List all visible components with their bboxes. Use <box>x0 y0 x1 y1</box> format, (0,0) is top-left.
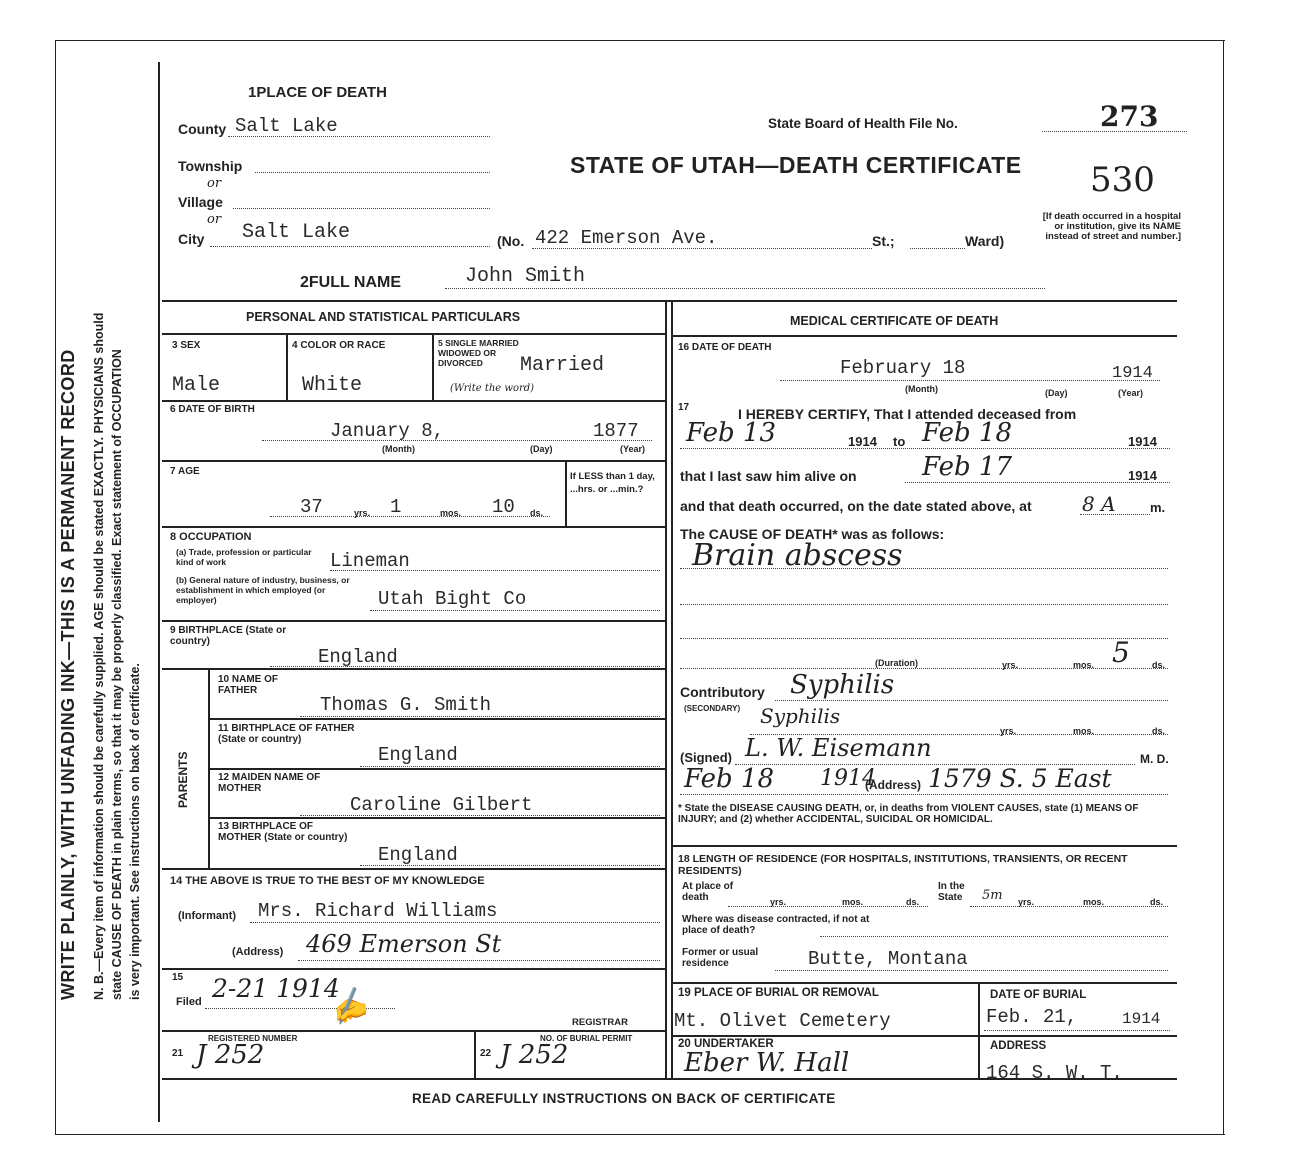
left-rule-9 <box>208 817 665 819</box>
contributory-line <box>775 700 1168 701</box>
outer-right-border <box>1223 40 1224 1135</box>
sex-value: Male <box>172 374 221 397</box>
registrar-signature: ✍ <box>324 984 373 1031</box>
outer-bottom-border <box>55 1134 1225 1135</box>
county-label: County <box>178 121 227 137</box>
contracted-label: Where was disease contracted, if not at place of death? <box>682 914 870 936</box>
file-number-value: 273 <box>1100 100 1159 133</box>
age-days-value: 10 <box>492 496 515 518</box>
certify-text: I HEREBY CERTIFY, That I attended deceased from <box>738 406 1077 422</box>
father-name-label: 10 NAME OF FATHER <box>218 674 279 696</box>
right-rule-2 <box>671 845 1177 847</box>
cause-footnote: * State the DISEASE CAUSING DEATH, or, in deaths from VIOLENT CAUSES, state (1) MEANS OF INJURY; and (2) whether ACCIDENTAL, SUICIDAL OR HOMICIDAL. <box>678 803 1139 825</box>
burial-place-value: Mt. Olivet Cemetery <box>674 1010 891 1032</box>
dod-day-caption: (Day) <box>1045 388 1068 398</box>
center-divider <box>665 300 667 1080</box>
duration-months-value: 5 <box>1112 636 1130 669</box>
personal-section-title: PERSONAL AND STATISTICAL PARTICULARS <box>246 310 521 324</box>
or-text-2: or <box>207 212 222 227</box>
certify-number: 17 <box>678 402 690 413</box>
father-name-line <box>300 716 660 717</box>
informant-value: Mrs. Richard Williams <box>258 900 498 922</box>
right-rule-3 <box>671 982 1177 984</box>
at-place-mos: mos. <box>842 897 864 907</box>
duration-ds: ds. <box>1152 660 1166 670</box>
signed-date-line <box>680 794 1168 795</box>
margin-nb-line1: N. B.—Every item of information should be carefully supplied. AGE should be stated EXACTLY. PHYSICIANS should <box>92 312 106 1000</box>
board-file-label: State Board of Health File No. <box>768 116 958 131</box>
dob-day-caption: (Day) <box>530 444 553 454</box>
medical-section-title: MEDICAL CERTIFICATE OF DEATH <box>790 314 999 328</box>
last-saw-text: that I last saw him alive on <box>680 468 857 484</box>
marital-value: Married <box>520 354 605 377</box>
burial-permit-prefix: 22 <box>480 1048 492 1059</box>
date-of-death-line <box>780 380 1160 381</box>
undertaker-address-value: 164 S. W. T. <box>986 1062 1123 1084</box>
undertaker-address-label: ADDRESS <box>990 1040 1047 1052</box>
occupation-b-label: (b) General nature of industry, business, or establishment in which employed (or employer) <box>176 575 350 605</box>
filed-label: Filed <box>176 996 202 1008</box>
left-rule-2 <box>162 400 665 402</box>
duration-label: (Duration) <box>875 658 918 668</box>
former-residence-line <box>775 970 1168 971</box>
last-saw-value: Feb 17 <box>922 452 1012 482</box>
outer-left-border <box>55 40 56 1135</box>
dob-year-caption: (Year) <box>620 444 646 454</box>
signed-date-value: Feb 18 <box>684 764 774 794</box>
birthplace-label: 9 BIRTHPLACE (State or country) <box>170 625 287 647</box>
md-label: M. D. <box>1140 752 1169 766</box>
secondary-label: (SECONDARY) <box>684 704 741 713</box>
place-of-death-heading: 1PLACE OF DEATH <box>248 84 387 101</box>
registered-number-label: REGISTERED NUMBER <box>208 1034 298 1043</box>
left-rule-8 <box>208 768 665 770</box>
last-saw-year: 1914 <box>1128 468 1157 483</box>
mother-name-value: Caroline Gilbert <box>350 794 533 816</box>
in-state-yrs: yrs. <box>1018 897 1035 907</box>
left-rule-10 <box>162 868 665 870</box>
parents-divider <box>208 668 210 868</box>
left-rule-5 <box>162 620 665 622</box>
burial-place-label: 19 PLACE OF BURIAL OR REMOVAL <box>678 987 879 999</box>
at-place-line <box>728 906 928 907</box>
burial-permit-value: J 252 <box>500 1040 569 1070</box>
secondary-value: Syphilis <box>760 704 841 728</box>
time-m-label: m. <box>1150 500 1166 515</box>
physician-address-label: (Address) <box>865 778 922 792</box>
informant-address-value: 469 Emerson St <box>306 930 502 958</box>
father-birthplace-line <box>360 766 660 767</box>
filed-value: 2-21 1914 <box>212 974 340 1003</box>
informant-address-line <box>298 960 660 961</box>
signed-year-value: 1914 <box>820 766 876 791</box>
attended-to-label: to <box>893 434 906 449</box>
age-less-divider <box>565 460 567 526</box>
margin-nb-line3: is very important. See instructions on back of certificate. <box>128 663 142 1000</box>
informant-label: (Informant) <box>178 910 237 922</box>
informant-address-label: (Address) <box>232 946 284 958</box>
occupation-a-label: (a) Trade, profession or particular kind of work <box>176 547 312 567</box>
in-state-value: 5m <box>982 888 1003 903</box>
in-state-line <box>970 906 1168 907</box>
attended-year-1: 1914 <box>848 434 877 449</box>
instructions-footer: READ CAREFULLY INSTRUCTIONS ON BACK OF CERTIFICATE <box>412 1091 836 1106</box>
in-state-mos: mos. <box>1083 897 1105 907</box>
informant-title: 14 THE ABOVE IS TRUE TO THE BEST OF MY KNOWLEDGE <box>170 875 485 887</box>
at-place-yrs: yrs. <box>770 897 787 907</box>
residence-label: 18 LENGTH OF RESIDENCE (FOR HOSPITALS, INSTITUTIONS, TRANSIENTS, OR RECENT RESIDENTS) <box>678 853 1128 877</box>
filed-number: 15 <box>172 972 184 983</box>
age-ds-caption: ds. <box>530 508 544 518</box>
village-label: Village <box>178 194 223 210</box>
right-rule-4 <box>671 1035 1177 1037</box>
age-months-value: 1 <box>390 496 402 518</box>
date-of-death-label: 16 DATE OF DEATH <box>678 342 772 353</box>
secondary-mos: mos. <box>1073 726 1095 736</box>
township-label: Township <box>178 158 243 174</box>
contributory-label: Contributory <box>680 684 765 700</box>
grid-top-line <box>162 300 1177 302</box>
ward-label: Ward) <box>965 233 1005 249</box>
burial-date-value: Feb. 21, <box>986 1006 1078 1028</box>
age-label: 7 AGE <box>170 466 200 477</box>
full-name-label: 2FULL NAME <box>300 274 402 291</box>
attended-from-value: Feb 13 <box>686 418 776 448</box>
dob-label: 6 DATE OF BIRTH <box>170 404 255 415</box>
dod-year-caption: (Year) <box>1118 388 1144 398</box>
cause-line-3 <box>680 638 1168 639</box>
left-rule-1 <box>162 333 665 335</box>
occupation-a-value: Lineman <box>330 550 410 572</box>
sex-color-divider <box>286 333 288 400</box>
burial-year-value: 1914 <box>1122 1010 1161 1028</box>
burial-date-line <box>984 1030 1170 1031</box>
attended-year-2: 1914 <box>1128 434 1157 449</box>
former-residence-value: Butte, Montana <box>808 948 968 970</box>
in-state-ds: ds. <box>1150 897 1164 907</box>
burial-permit-label: NO. OF BURIAL PERMIT <box>540 1034 633 1043</box>
at-place-label: At place of death <box>682 881 734 903</box>
informant-line <box>250 922 660 923</box>
burial-date-label: DATE OF BURIAL <box>990 989 1087 1001</box>
street-address-value: 422 Emerson Ave. <box>535 227 718 249</box>
right-rule-1 <box>671 335 1177 337</box>
or-text-1: or <box>207 176 222 191</box>
secondary-ds: ds. <box>1152 726 1166 736</box>
cause-label: The CAUSE OF DEATH* was as follows: <box>680 526 945 542</box>
duration-line <box>680 668 1168 669</box>
county-value: Salt Lake <box>235 115 338 137</box>
certificate-title: STATE OF UTAH—DEATH CERTIFICATE <box>570 152 1022 178</box>
mother-birthplace-label: 13 BIRTHPLACE OF MOTHER (State or country) <box>218 821 348 843</box>
duration-mos: mos. <box>1073 660 1095 670</box>
father-birthplace-label: 11 BIRTHPLACE OF FATHER (State or country) <box>218 723 355 745</box>
left-rule-11 <box>162 968 665 970</box>
margin-nb-line2: state CAUSE OF DEATH in plain terms, so that it may be properly classified. Exact statement of OCCUPATION <box>110 349 124 1000</box>
cause-value: Brain abscess <box>692 538 903 573</box>
left-rule-4 <box>162 526 665 528</box>
color-label: 4 COLOR OR RACE <box>292 340 386 351</box>
father-birthplace-value: England <box>378 744 458 766</box>
marital-note: (Write the word) <box>450 383 535 394</box>
registered-number-value: J 252 <box>196 1040 265 1070</box>
less-than-label: If LESS than 1 day, ...hrs. or ...min.? <box>570 471 655 495</box>
undertaker-value: Eber W. Hall <box>684 1048 850 1078</box>
time-value: 8 A <box>1082 492 1116 516</box>
left-rule-3 <box>162 460 665 462</box>
attended-line <box>680 448 1170 449</box>
ward-line <box>910 248 965 249</box>
city-line <box>210 246 490 247</box>
date-of-death-year: 1914 <box>1112 364 1153 383</box>
date-of-death-value: February 18 <box>840 357 966 379</box>
second-number-value: 530 <box>1090 160 1155 200</box>
cause-line-2 <box>680 604 1168 605</box>
contracted-line <box>820 936 1168 937</box>
age-years-value: 37 <box>300 496 323 518</box>
physician-address-value: 1579 S. 5 East <box>928 764 1112 793</box>
occurred-text: and that death occurred, on the date stated above, at <box>680 498 1032 514</box>
attended-to-value: Feb 18 <box>922 418 1012 448</box>
left-rule-12 <box>162 1030 665 1032</box>
registered-number-prefix: 21 <box>172 1048 184 1059</box>
permit-divider <box>474 1030 476 1078</box>
hospital-note: [If death occurred in a hospital or institution, give its NAME instead of street and number.] <box>1042 211 1181 242</box>
sex-label: 3 SEX <box>172 340 201 351</box>
age-mos-caption: mos. <box>440 508 462 518</box>
occupation-b-value: Utah Bight Co <box>378 588 527 610</box>
inner-left-border <box>158 62 160 1122</box>
signed-label: (Signed) <box>680 750 732 765</box>
city-label: City <box>178 231 205 247</box>
mother-birthplace-value: England <box>378 844 458 866</box>
full-name-line <box>445 288 1045 289</box>
center-divider-2 <box>671 300 673 1080</box>
mother-name-label: 12 MAIDEN NAME OF MOTHER <box>218 772 321 794</box>
former-residence-label: Former or usual residence <box>682 947 759 969</box>
city-value: Salt Lake <box>242 221 351 244</box>
at-place-ds: ds. <box>906 897 920 907</box>
age-yrs-caption: yrs. <box>354 508 371 518</box>
dod-month-caption: (Month) <box>905 384 938 394</box>
contributory-value: Syphilis <box>790 670 895 700</box>
father-name-value: Thomas G. Smith <box>320 694 492 716</box>
parents-label: PARENTS <box>176 751 190 808</box>
margin-write-plainly: WRITE PLAINLY, WITH UNFADING INK—THIS IS A PERMANENT RECORD <box>58 349 78 1000</box>
duration-yrs: yrs. <box>1002 660 1019 670</box>
dob-year-value: 1877 <box>593 420 639 442</box>
left-rule-6 <box>162 668 665 670</box>
birthplace-value: England <box>318 646 398 668</box>
township-line <box>255 172 490 173</box>
registrar-label: REGISTRAR <box>572 1017 628 1028</box>
street-no-label: (No. <box>497 233 525 249</box>
color-value: White <box>302 374 363 397</box>
st-label: St.; <box>872 233 895 249</box>
burial-divider <box>978 982 980 1078</box>
in-state-label: In the State <box>938 881 965 903</box>
village-line <box>233 208 490 209</box>
occupation-label: 8 OCCUPATION <box>170 531 252 543</box>
outer-top-border <box>55 40 1225 41</box>
dob-month-caption: (Month) <box>382 444 415 454</box>
left-rule-7 <box>208 718 665 720</box>
undertaker-label: 20 UNDERTAKER <box>678 1038 774 1050</box>
dob-value: January 8, <box>330 420 445 442</box>
full-name-value: John Smith <box>465 265 586 288</box>
physician-signature: L. W. Eisemann <box>745 734 932 762</box>
occupation-b-line <box>370 610 660 611</box>
color-marital-divider <box>432 333 434 400</box>
secondary-yrs: yrs. <box>1000 726 1017 736</box>
marital-label: 5 SINGLE MARRIED WIDOWED OR DIVORCED <box>438 338 519 368</box>
